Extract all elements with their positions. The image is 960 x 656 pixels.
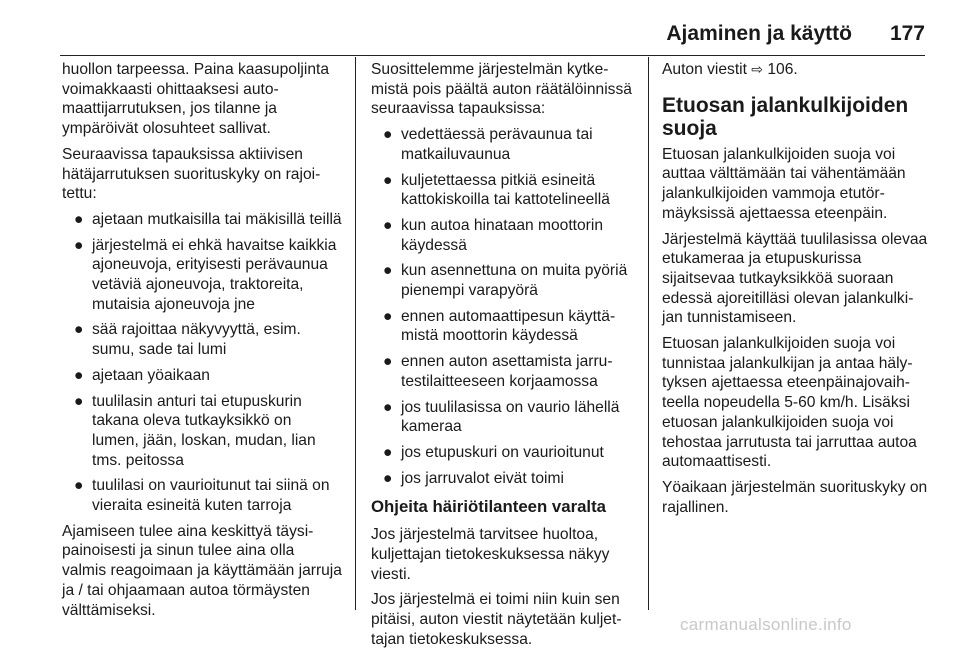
bullet-icon: ●	[383, 398, 393, 416]
column-3	[662, 60, 928, 523]
bullet-icon: ●	[74, 477, 84, 495]
cross-reference	[662, 60, 928, 80]
bullet-icon: ●	[74, 321, 84, 339]
list-item	[371, 443, 633, 463]
list-item-text: ajetaan yöaikaan	[92, 366, 210, 384]
list-item	[62, 210, 342, 230]
list-item-text: ennen auton asettamista jarrutestilaitteeseen korjaamossa	[401, 353, 613, 390]
list-item-text: ajetaan mutkaisilla tai mäkisillä teillä	[92, 210, 342, 228]
list-item	[371, 171, 633, 210]
section-subheading: Ohjeita häiriötilanteen varalta	[371, 497, 607, 517]
list-item	[62, 320, 342, 359]
list-item	[62, 392, 342, 471]
bullet-icon: ●	[383, 216, 393, 234]
bullet-icon: ●	[383, 307, 393, 325]
bullet-icon: ●	[383, 353, 393, 371]
watermark: carmanualsonline.info	[680, 615, 852, 634]
list-item-text: sää rajoittaa näkyvyyttä, esim. sumu, sade tai lumi	[92, 321, 301, 359]
list-item	[62, 236, 342, 315]
bullet-icon: ●	[383, 126, 393, 144]
paragraph: Jos järjestelmä ei toimi niin kuin sen pitäisi, auton viestit näytetään kuljettajan tietokeskuksessa.	[371, 591, 622, 648]
section-heading: Etuosan jalankulkijoiden suoja	[662, 93, 909, 140]
list-item	[371, 125, 633, 164]
list-item-text: vedettäessä perävaunua tai matkailuvaunua	[401, 126, 593, 163]
paragraph: Suosittelemme järjestelmän kytkemistä pois päältä auton räätälöinnissä seuraavissa tapauksissa:	[371, 61, 632, 118]
paragraph: Ajamiseen tulee aina keskittyä täysipainoisesti ja sinun tulee aina olla valmis reagoimaan ja käyttämään jarruja ja / tai ohjaamaan autoa törmäysten välttämiseksi.	[62, 522, 342, 619]
paragraph: huollon tarpeessa. Paina kaasupoljinta voimakkaasti ohittaaksesi automaattijarrutuksen, jos tilanne ja ympäröivät olosuhteet sallivat.	[62, 61, 330, 138]
cross-reference-page[interactable]: 106.	[767, 61, 798, 78]
bullet-icon: ●	[383, 171, 393, 189]
page-reference-arrow-icon: ⇨	[751, 61, 764, 77]
bullet-icon: ●	[74, 366, 84, 384]
bullet-list	[371, 125, 633, 488]
list-item	[371, 261, 633, 300]
bullet-list	[62, 210, 342, 516]
column-divider-2	[648, 57, 649, 610]
list-item-text: ennen automaattipesun käyttämistä moottorin käydessä	[401, 307, 616, 345]
cross-reference-text: Auton viestit	[662, 61, 747, 78]
list-item	[371, 398, 633, 437]
list-item	[62, 476, 342, 515]
page-header	[60, 22, 925, 56]
list-item	[371, 352, 633, 391]
bullet-icon: ●	[383, 443, 393, 461]
header-divider	[60, 55, 925, 56]
chapter-title: Ajaminen ja käyttö	[666, 22, 852, 45]
bullet-icon: ●	[383, 469, 393, 487]
column-divider-1	[355, 57, 356, 610]
list-item-text: tuulilasi on vaurioitunut tai siinä on vieraita esineitä kuten tarroja	[92, 477, 330, 515]
list-item	[371, 469, 633, 489]
bullet-icon: ●	[74, 236, 84, 254]
list-item-text: kuljetettaessa pitkiä esineitä kattokiskoilla tai kattotelineellä	[401, 171, 610, 209]
list-item-text: tuulilasin anturi tai etupuskurin takana oleva tutkayksikkö on lumen, jään, loskan, mudan, lian tms. peitossa	[92, 392, 316, 469]
list-item-text: jos etupuskuri on vaurioitunut	[401, 443, 604, 461]
list-item-text: kun autoa hinataan moottorin käydessä	[401, 216, 603, 254]
bullet-icon: ●	[383, 262, 393, 280]
paragraph: Jos järjestelmä tarvitsee huoltoa, kuljettajan tietokeskuksessa näkyy viesti.	[371, 526, 610, 583]
list-item	[371, 307, 633, 346]
paragraph: Yöaikaan järjestelmän suorituskyky on rajallinen.	[662, 478, 928, 516]
paragraph: Seuraavissa tapauksissa aktiivisen hätäjarrutuksen suorituskyky on rajoitettu:	[62, 145, 321, 203]
column-2	[371, 60, 633, 656]
list-item	[371, 216, 633, 255]
list-item-text: jos jarruvalot eivät toimi	[401, 469, 564, 487]
paragraph: Etuosan jalankulkijoiden suoja voi auttaa välttämään tai vähentämään jalankulkijoiden vammoja etutörmäyksissä ajettaessa eteenpäin.	[662, 145, 906, 222]
paragraph: Järjestelmä käyttää tuulilasissa olevaa etukameraa ja etupuskurissa sijaitsevaa tutkayksikköä suoraan edessä ajoreitilläsi olevan jalankulkijan tunnistamiseen.	[662, 230, 928, 327]
bullet-icon: ●	[74, 392, 84, 410]
list-item-text: jos tuulilasissa on vaurio lähellä kameraa	[401, 398, 620, 436]
list-item	[62, 366, 342, 386]
paragraph: Etuosan jalankulkijoiden suoja voi tunnistaa jalankulkijan ja antaa hälytyksen ajettaessa eteenpäinajovaihteella nopeudella 5-60 km/h. Lisäksi etuosan jalankulkijoiden suoja voi tehostaa jarrutusta tai jarruttaa autoa automaattisesti.	[662, 335, 917, 471]
list-item-text: kun asennettuna on muita pyöriä pienempi varapyörä	[401, 262, 628, 300]
bullet-icon: ●	[74, 210, 84, 228]
page-number: 177	[889, 22, 925, 45]
list-item-text: järjestelmä ei ehkä havaitse kaikkia ajoneuvoja, erityisesti perävaunua vetäviä ajoneuvoja, traktoreita, mutaisia ajoneuvoja jne	[92, 236, 337, 313]
column-1	[62, 60, 342, 626]
